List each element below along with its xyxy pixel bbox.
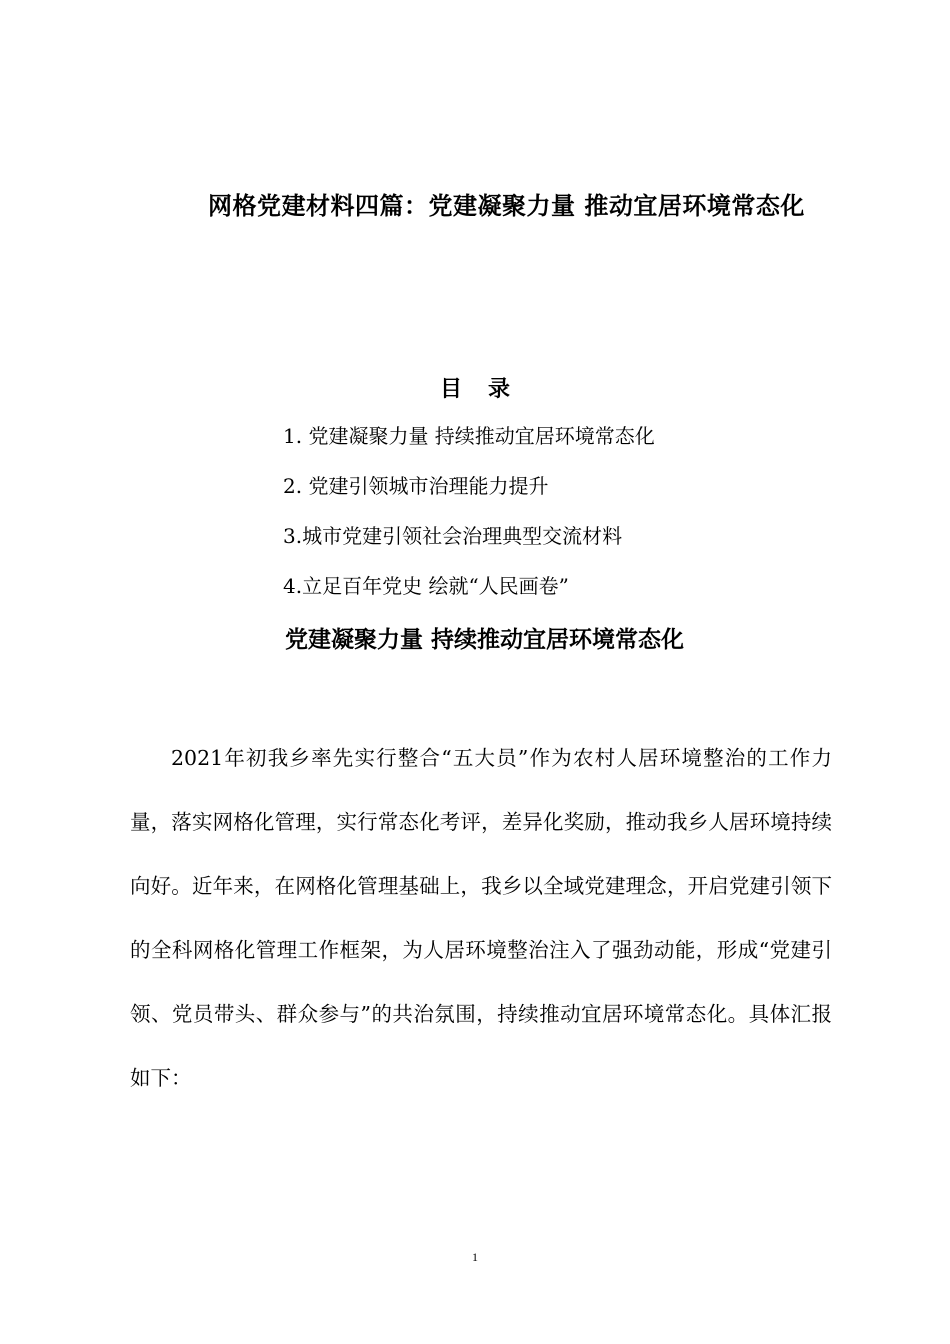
section-title: 党建凝聚力量 持续推动宜居环境常态化 [285, 626, 685, 653]
page-number: 1 [472, 1250, 478, 1264]
body-paragraph: 2021年初我乡率先实行整合“五大员”作为农村人居环境整治的工作力量，落实网格化管理，实行常态化考评，差异化奖励，推动我乡人居环境持续向好。近年来，在网格化管理基础上，我乡以全域党建理念，开启党建引领下的全科网格化管理工作框架，为人居环境整治注入了强劲动能，形成“党建引领、党员带头、群众参与”的共治氛围，持续推动宜居环境常态化。具体汇报如下： [130, 746, 832, 1090]
document-title: 网格党建材料四篇：党建凝聚力量 推动宜居环境常态化 [208, 191, 805, 220]
toc-list [283, 422, 655, 622]
toc-heading: 目录 [439, 376, 536, 402]
toc-item-1[interactable]: 1. 党建凝聚力量 持续推动宜居环境常态化 [283, 424, 655, 448]
toc-item-2[interactable]: 2. 党建引领城市治理能力提升 [283, 474, 549, 498]
toc-item-4[interactable]: 4.立足百年党史 绘就“人民画卷” [283, 574, 569, 598]
toc-item-3[interactable]: 3.城市党建引领社会治理典型交流材料 [283, 524, 623, 548]
